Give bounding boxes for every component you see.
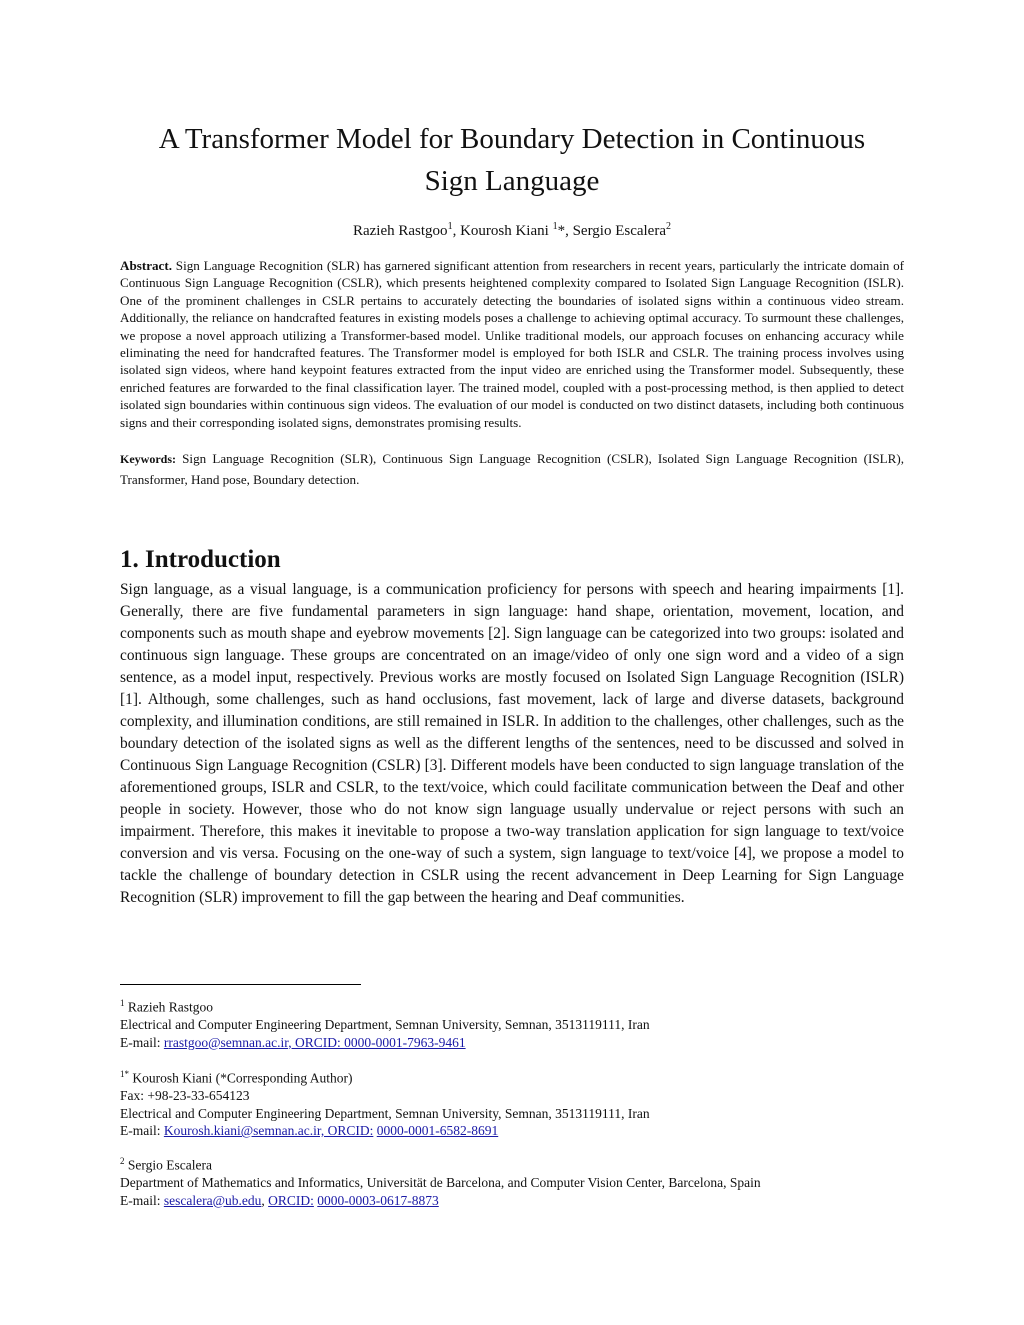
footnote-author-3 bbox=[120, 1153, 904, 1209]
footnote-name-line bbox=[120, 1066, 904, 1087]
footnote-fax: Fax: +98-23-33-654123 bbox=[120, 1088, 250, 1103]
footnote-name-line bbox=[120, 995, 904, 1016]
keywords-label: Keywords: bbox=[120, 452, 176, 466]
abstract bbox=[120, 257, 904, 431]
author-1-name: Razieh Rastgoo bbox=[352, 223, 448, 239]
footnote-author-1 bbox=[120, 995, 904, 1051]
footnote-author-name: Razieh Rastgoo bbox=[124, 999, 213, 1015]
author-separator: , bbox=[452, 223, 461, 239]
footnote-email-line bbox=[120, 1122, 904, 1140]
footnote-divider bbox=[120, 984, 361, 985]
email-link[interactable]: sescalera@ub.edu bbox=[163, 1192, 262, 1208]
author-list bbox=[120, 216, 904, 242]
email-prefix: E-mail: bbox=[120, 1192, 164, 1208]
email-prefix: E-mail: bbox=[120, 1034, 164, 1050]
title-line-2: Sign Language bbox=[424, 165, 600, 197]
footnote-affiliation: Electrical and Computer Engineering Department, Semnan University, Semnan, 3513119111, Iran bbox=[120, 1105, 650, 1121]
footnote-mark: 1* bbox=[120, 1069, 129, 1079]
paper-title bbox=[120, 118, 904, 202]
footnote-author-2 bbox=[120, 1066, 904, 1140]
author-2-affil-mark: 1 bbox=[552, 221, 558, 232]
abstract-label: Abstract. bbox=[120, 258, 172, 273]
author-2-name: Kourosh Kiani bbox=[460, 223, 553, 239]
section-heading-introduction: 1. Introduction bbox=[120, 546, 281, 573]
orcid-label-link[interactable]: ORCID: bbox=[268, 1192, 314, 1208]
footnote-affiliation: Electrical and Computer Engineering Department, Semnan University, Semnan, 3513119111, Iran bbox=[120, 1017, 650, 1032]
email-link[interactable]: Kourosh.kiani@semnan.ac.ir, ORCID: bbox=[163, 1123, 374, 1138]
orcid-link[interactable]: 0000-0003-0617-8873 bbox=[317, 1192, 439, 1208]
author-3-affil-mark: 2 bbox=[666, 221, 671, 232]
email-prefix: E-mail: bbox=[120, 1123, 164, 1138]
corresponding-author-mark: * bbox=[557, 223, 566, 239]
author-separator: , bbox=[565, 223, 573, 239]
footnote-mark: 2 bbox=[120, 1156, 125, 1166]
footnote-author-name: Kourosh Kiani (*Corresponding Author) bbox=[129, 1070, 353, 1086]
footnote-author-name: Sergio Escalera bbox=[124, 1157, 212, 1173]
footnote-affiliation: Department of Mathematics and Informatics, Universität de Barcelona, and Computer Vision Center, Barcelona, Spain bbox=[120, 1175, 761, 1190]
abstract-text: Sign Language Recognition (SLR) has garnered significant attention from researchers in recent years, particularly the intricate domain of Continuous Sign Language Recognition (CSLR), which presents heightened complexity compared to Isolated Sign Language Recognition (ISLR). One of the prominent challenges in CSLR pertains to accurately detecting the boundaries of isolated signs within a continuous video stream. Additionally, the reliance on handcrafted features in existing models poses a challenge to achieving optimal accuracy. To surmount these challenges, we propose a novel approach utilizing a Transformer-based model. Unlike traditional models, our approach focuses on enhancing accuracy while eliminating the need for handcrafted features. The Transformer model is employed for both ISLR and CSLR. The training process involves using isolated sign videos, where hand keypoint features extracted from the input video are enriched using the Transformer model. Subsequently, these enriched features are forwarded to the final classification layer. The trained model, coupled with a post-processing method, is then applied to detect isolated sign boundaries within continuous sign videos. The evaluation of our model is conducted on two distinct datasets, including both continuous signs and their corresponding isolated signs, demonstrates promising results. bbox=[120, 258, 904, 430]
link-separator: , bbox=[261, 1192, 269, 1208]
footnote-email-line bbox=[120, 1192, 904, 1210]
keywords-text: Sign Language Recognition (SLR), Continuous Sign Language Recognition (CSLR), Isolated Sign Language Recognition (ISLR), Transformer, Hand pose, Boundary detection. bbox=[120, 451, 904, 487]
author-3-name: Sergio Escalera bbox=[572, 223, 666, 239]
introduction-paragraph: Sign language, as a visual language, is a communication proficiency for persons with speech and hearing impairments [1]. Generally, there are five fundamental parameters in sign language: hand shape, orientation, movement, location, and components such as mouth shape and eyebrow movements [2]. Sign language can be categorized into two groups: isolated and continuous sign language. These groups are concentrated on an image/video of only one sign word and a video of a sign sentence, as a model input, respectively. Previous works are mostly focused on Isolated Sign Language Recognition (ISLR) [1]. Although, some challenges, such as hand occlusions, fast movement, lack of large and diverse datasets, background complexity, and illumination conditions, are still remained in ISLR. In addition to the challenges, other challenges, such as the boundary detection of the isolated signs as well as the different lengths of the sentences, need to be discussed and solved in Continuous Sign Language Recognition (CSLR) [3]. Different models have been conducted to sign language translation of the aforementioned groups, ISLR and CSLR, to the text/voice, which could facilitate communication between the Deaf and other people in society. However, those who do not know sign language usually undervalue or reject persons with such an impairment. Therefore, this makes it inevitable to propose a two-way translation application for sign language to text/voice conversion and vis versa. Focusing on the one-way of such a system, sign language to text/voice [4], we propose a model to tackle the challenge of boundary detection in CSLR using the recent advancement in Deep Learning for Sign Language Recognition (SLR) improvement to fill the gap between the hearing and Deaf communities. bbox=[120, 581, 904, 906]
keywords bbox=[120, 449, 904, 489]
footnote-email-line bbox=[120, 1034, 904, 1052]
title-line-1: A Transformer Model for Boundary Detection in Continuous bbox=[158, 123, 866, 155]
footnote-name-line bbox=[120, 1153, 904, 1174]
footnote-mark: 1 bbox=[120, 998, 125, 1008]
email-orcid-link[interactable]: rrastgoo@semnan.ac.ir, ORCID: 0000-0001-7963-9461 bbox=[163, 1034, 466, 1050]
author-1-affil-mark: 1 bbox=[447, 221, 453, 232]
orcid-link[interactable]: 0000-0001-6582-8691 bbox=[376, 1123, 499, 1138]
